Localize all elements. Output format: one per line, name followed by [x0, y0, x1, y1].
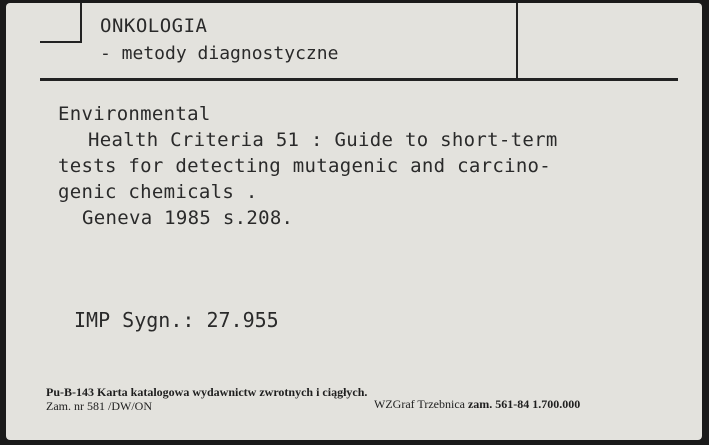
header-divider-horizontal [40, 78, 678, 81]
catalog-card [6, 3, 702, 440]
entry-line: Geneva 1985 s.208. [82, 207, 294, 229]
order-number: Zam. nr 581 /DW/ON [46, 399, 152, 413]
entry-line: Environmental [58, 103, 211, 125]
printer-name: WZGraf Trzebnica [374, 397, 465, 411]
call-number: IMP Sygn.: 27.955 [74, 308, 279, 332]
card-tab-marker [40, 3, 82, 43]
entry-line: tests for detecting mutagenic and carcino- [58, 155, 552, 177]
entry-line: Health Criteria 51 : Guide to short-term [88, 129, 558, 151]
entry-line: genic chemicals . [58, 181, 258, 203]
printer-info [374, 397, 580, 412]
print-order: zam. 561-84 1.700.000 [467, 397, 581, 411]
header-divider-vertical [516, 3, 518, 79]
subject-subheading: - metody diagnostyczne [100, 43, 339, 64]
subject-heading: ONKOLOGIA [100, 15, 208, 37]
form-title: Pu-B-143 Karta katalogowa wydawnictw zwrotnych i ciągłych. [46, 385, 368, 399]
